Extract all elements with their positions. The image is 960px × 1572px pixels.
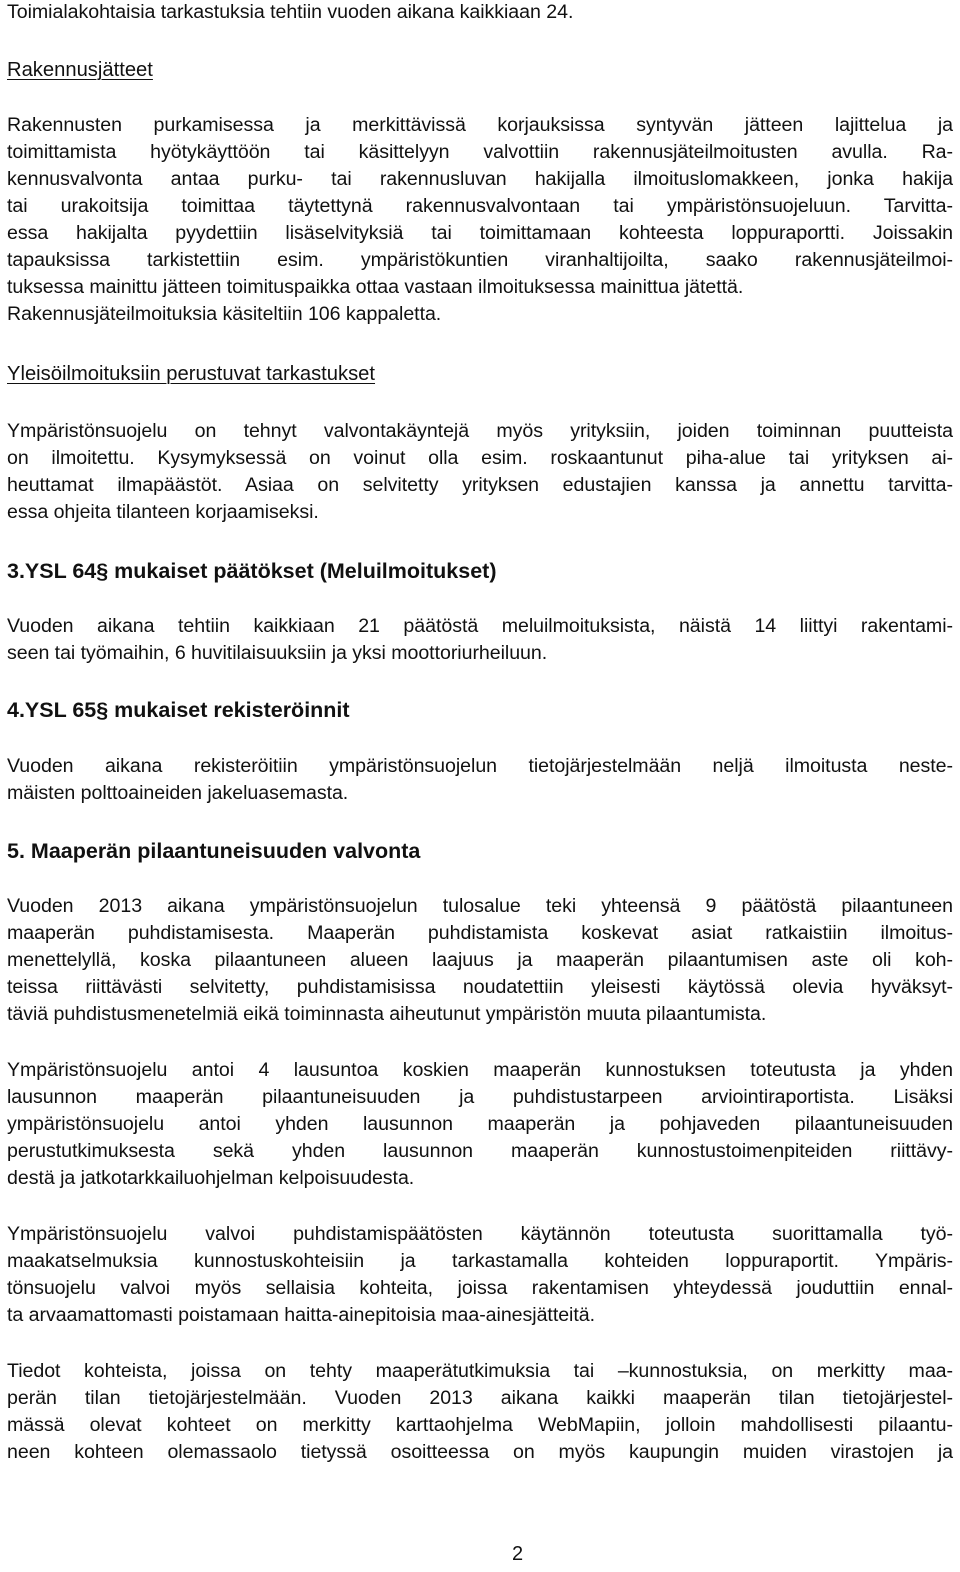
text-line: seen tai työmaihin, 6 huvitilaisuuksiin ja yksi moottoriurheiluun. (7, 642, 548, 664)
text-line: tapauksissa tarkistettiin esim. ympäristökuntien viranhaltijoilta, saako rakennusjäteilmoi- (7, 249, 953, 271)
text-line: Vuoden aikana rekisteröitiin ympäristönsuojelun tietojärjestelmään neljä ilmoitusta neste- (7, 755, 953, 777)
text-line: perän tilan tietojärjestelmään. Vuoden 2013 aikana kaikki maaperän tilan tietojärjestel- (7, 1387, 953, 1409)
text-line: neen kohteen olemassaolo tietyssä osoitteessa on myös kaupungin muiden virastojen ja (7, 1441, 953, 1463)
text-line: destä ja jatkotarkkailuohjelman kelpoisuudesta. (7, 1167, 415, 1189)
section-heading-4: 4.YSL 65§ mukaiset rekisteröinnit (7, 698, 350, 722)
text-line: kennusvalvonta antaa purku- tai rakennusluvan hakijalla ilmoituslomakkeen, jonka hakija (7, 168, 953, 190)
text-line: tai urakoitsija toimittaa täytettynä rakennusvalvontaan tai ympäristönsuojeluun. Tarvitta- (7, 195, 953, 217)
section-heading-3: 3.YSL 64§ mukaiset päätökset (Meluilmoitukset) (7, 559, 497, 583)
section5-paragraph-2 (7, 1057, 953, 1192)
text-line: Ympäristönsuojelu valvoi puhdistamispäätösten käytännön toteutusta suorittamalla työ- (7, 1223, 953, 1245)
text-line: Vuoden 2013 aikana ympäristönsuojelun tulosalue teki yhteensä 9 päätöstä pilaantuneen (7, 895, 953, 917)
text-line: ta arvaamattomasti poistamaan haitta-ainepitoisia maa-ainesjätteitä. (7, 1304, 595, 1326)
text-line: perustutkimuksesta sekä yhden lausunnon maaperän kunnostustoimenpiteiden riittävy- (7, 1140, 953, 1162)
text-line: maakatselmuksia kunnostuskohteisiin ja tarkastamalla kohteiden loppuraportit. Ympäris- (7, 1250, 953, 1272)
text-line: lausunnon maaperän pilaantuneisuuden ja puhdistustarpeen arviointiraportista. Lisäksi (7, 1086, 953, 1108)
text-line: Tiedot kohteista, joissa on tehty maaperätutkimuksia tai –kunnostuksia, on merkitty maa- (7, 1360, 953, 1382)
text-line: toimittamista hyötykäyttöön tai käsittelyyn valvottiin rakennusjäteilmoitusten avulla. Ra- (7, 141, 953, 163)
text-line: tönsuojelu valvoi myös sellaisia kohteita, joissa rakentamisen yhteydessä jouduttiin ennal- (7, 1277, 953, 1299)
text-line: mäisten polttoaineiden jakeluasemasta. (7, 782, 349, 804)
text-line: Vuoden aikana tehtiin kaikkiaan 21 päätöstä meluilmoituksista, näistä 14 liittyi rakentami- (7, 615, 953, 637)
text-line: menettelyllä, koska pilaantuneen alueen laajuus ja maaperän pilaantumisen aste oli koh- (7, 949, 953, 971)
subheading-yleisoilmoitukset: Yleisöilmoituksiin perustuvat tarkastukset (7, 363, 376, 385)
section-heading-5: 5. Maaperän pilaantuneisuuden valvonta (7, 839, 421, 863)
text-line: essa ohjeita tilanteen korjaamiseksi. (7, 501, 319, 523)
text-line: ympäristönsuojelu antoi yhden lausunnon maaperän ja pohjaveden pilaantuneisuuden (7, 1113, 953, 1135)
page-number: 2 (512, 1543, 524, 1565)
text-line: maaperän puhdistamisesta. Maaperän puhdistamista koskevat asiat ratkaistiin ilmoitus- (7, 922, 953, 944)
text-line: tuksessa mainittu jätteen toimituspaikka ottaa vastaan ilmoituksessa mainittua jätettä. (7, 276, 744, 298)
text-line: täviä puhdistusmenetelmiä eikä toiminnasta aiheutunut ympäristön muuta pilaantumista. (7, 1003, 767, 1025)
text-line: heuttamat ilmapäästöt. Asiaa on selvitetty yrityksen edustajien kanssa ja annettu tarvitta- (7, 474, 953, 496)
section3-paragraph (7, 613, 953, 667)
section4-paragraph (7, 753, 953, 807)
text-line: essa hakijalta pyydettiin lisäselvityksiä tai toimittamaan kohteesta loppuraportti. Joissakin (7, 222, 953, 244)
yleisoilmoitukset-paragraph (7, 418, 953, 526)
text-line: teissa riittävästi selvitetty, puhdistamisissa noudatettiin yleisesti käytössä olevia hyväksyt- (7, 976, 953, 998)
text-line: mässä olevat kohteet on merkitty karttaohjelma WebMapiin, jolloin mahdollisesti pilaantu- (7, 1414, 953, 1436)
subheading-rakennusjatteet: Rakennusjätteet (7, 59, 153, 81)
section5-paragraph-3 (7, 1221, 953, 1329)
rakennusjatteet-paragraph (7, 112, 953, 328)
text-line: Rakennusjäteilmoituksia käsiteltiin 106 kappaletta. (7, 303, 442, 325)
section5-paragraph-1 (7, 893, 953, 1028)
text-line: Ympäristönsuojelu antoi 4 lausuntoa koskien maaperän kunnostuksen toteutusta ja yhden (7, 1059, 953, 1081)
text-line: Toimialakohtaisia tarkastuksia tehtiin vuoden aikana kaikkiaan 24. (7, 1, 574, 23)
text-line: Ympäristönsuojelu on tehnyt valvontakäyntejä myös yrityksiin, joiden toiminnan puutteista (7, 420, 953, 442)
text-line: on ilmoitettu. Kysymyksessä on voinut olla esim. roskaantunut piha-alue tai yrityksen ai- (7, 447, 953, 469)
text-line: Rakennusten purkamisessa ja merkittävissä korjauksissa syntyvän jätteen lajittelua ja (7, 114, 953, 136)
intro-paragraph (7, 0, 953, 26)
section5-paragraph-4 (7, 1358, 953, 1466)
